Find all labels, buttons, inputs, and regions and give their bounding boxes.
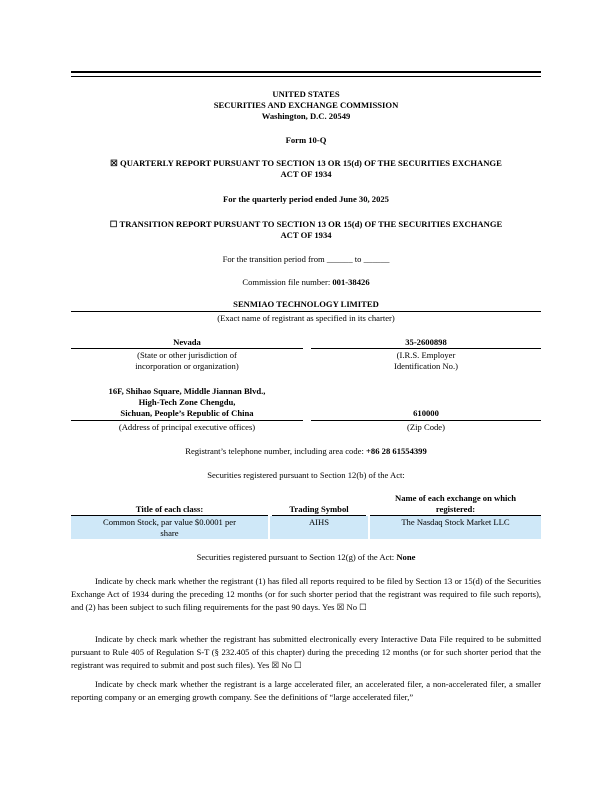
registrant-name: SENMIAO TECHNOLOGY LIMITED [233, 299, 379, 309]
address-line-2: High-Tech Zone Chengdu, [138, 397, 236, 407]
securities-12b-label: Securities registered pursuant to Section 12(b) of the Act: [207, 470, 405, 480]
quarterly-line-1 [71, 158, 541, 169]
address-line-1: 16F, Shihao Square, Middle Jiannan Blvd., [108, 386, 266, 396]
quarterly-line-2: ACT OF 1934 [280, 169, 332, 179]
transition-line-2: ACT OF 1934 [280, 230, 332, 240]
state-value: Nevada [173, 337, 201, 347]
state-caption-2: incorporation or organization) [135, 361, 239, 371]
paragraph-filing-status: Indicate by check mark whether the registrant (1) has filed all reports required to be filed by Section 13 or 15(d) of the Securities Exchange Act of 1934 during the preceding 12 months (or for such shorter period that the registrant was required to file such reports), and (2) has been subject to such filing requirements for the past 90 days. Yes ☒ No ☐ [71, 576, 541, 612]
paragraph-filer-status: Indicate by check mark whether the registrant is a large accelerated filer, an accelerated filer, a non-accelerated filer, a smaller reporting company or an emerging growth company. See the definitions of “large accelerated filer,” [71, 679, 541, 702]
row-exchange: The Nasdaq Stock Market LLC [401, 517, 510, 527]
row-title-1: Common Stock, par value $0.0001 per [103, 517, 236, 527]
transition-period: For the transition period from ______ to ______ [222, 254, 390, 264]
address-line-3: Sichuan, People’s Republic of China [120, 408, 254, 418]
phone-number: +86 28 61554399 [366, 446, 427, 456]
header-line-1: UNITED STATES [272, 89, 340, 99]
securities-12g-value: None [396, 552, 416, 562]
top-rule-thin [71, 76, 541, 77]
row-symbol: AIHS [308, 517, 330, 527]
phone-label: Registrant’s telephone number, including area code: [185, 446, 364, 456]
top-rule [71, 71, 541, 73]
state-rule [71, 348, 303, 349]
zip-rule [311, 420, 541, 421]
row-title-2: share [160, 528, 179, 538]
ein-caption-2: Identification No.) [394, 361, 458, 371]
paragraph-interactive-data: Indicate by check mark whether the registrant has submitted electronically every Interactive Data File required to be submitted pursuant to Rule 405 of Regulation S-T (§ 232.405 of this chapter) during the preceding 12 months (or for such shorter period that the registrant was required to submit and post such files). Yes ☒ No ☐ [71, 634, 541, 670]
securities-12g-label: Securities registered pursuant to Section 12(g) of the Act: [196, 552, 395, 562]
transition-label: TRANSITION REPORT PURSUANT TO SECTION 13 OR 15(d) OF THE SECURITIES EXCHANGE [119, 219, 503, 229]
phone-line [71, 446, 541, 457]
form-title: Form 10-Q [285, 135, 327, 145]
commission-label: Commission file number: [242, 277, 331, 287]
transition-checkbox-icon: ☐ [109, 219, 118, 229]
col-header-exchange-1: Name of each exchange on which [394, 493, 517, 503]
zip-value: 610000 [413, 408, 439, 418]
header-line-3: Washington, D.C. 20549 [261, 111, 351, 121]
registrant-name-caption: (Exact name of registrant as specified in its charter) [217, 313, 395, 323]
commission-file [71, 277, 541, 288]
registrant-name-rule [71, 311, 541, 312]
ein-value: 35-2600898 [405, 337, 447, 347]
address-rule [71, 420, 303, 421]
col-header-exchange-2: registered: [435, 504, 476, 514]
col-header-title: Title of each class: [135, 504, 204, 514]
commission-number: 001-38426 [332, 277, 370, 287]
col-header-symbol: Trading Symbol [289, 504, 349, 514]
ein-caption-1: (I.R.S. Employer [396, 350, 456, 360]
quarterly-checkbox-icon: ☒ [110, 158, 118, 168]
header-line-2: SECURITIES AND EXCHANGE COMMISSION [213, 100, 399, 110]
transition-line-1 [71, 219, 541, 230]
address-caption: (Address of principal executive offices) [118, 422, 256, 432]
securities-12g-line [71, 552, 541, 563]
quarterly-label: QUARTERLY REPORT PURSUANT TO SECTION 13 OR 15(d) OF THE SECURITIES EXCHANGE [120, 158, 502, 168]
zip-caption: (Zip Code) [407, 422, 445, 432]
quarterly-period: For the quarterly period ended June 30, 2025 [223, 194, 389, 204]
ein-rule [311, 348, 541, 349]
state-caption-1: (State or other jurisdiction of [137, 350, 237, 360]
